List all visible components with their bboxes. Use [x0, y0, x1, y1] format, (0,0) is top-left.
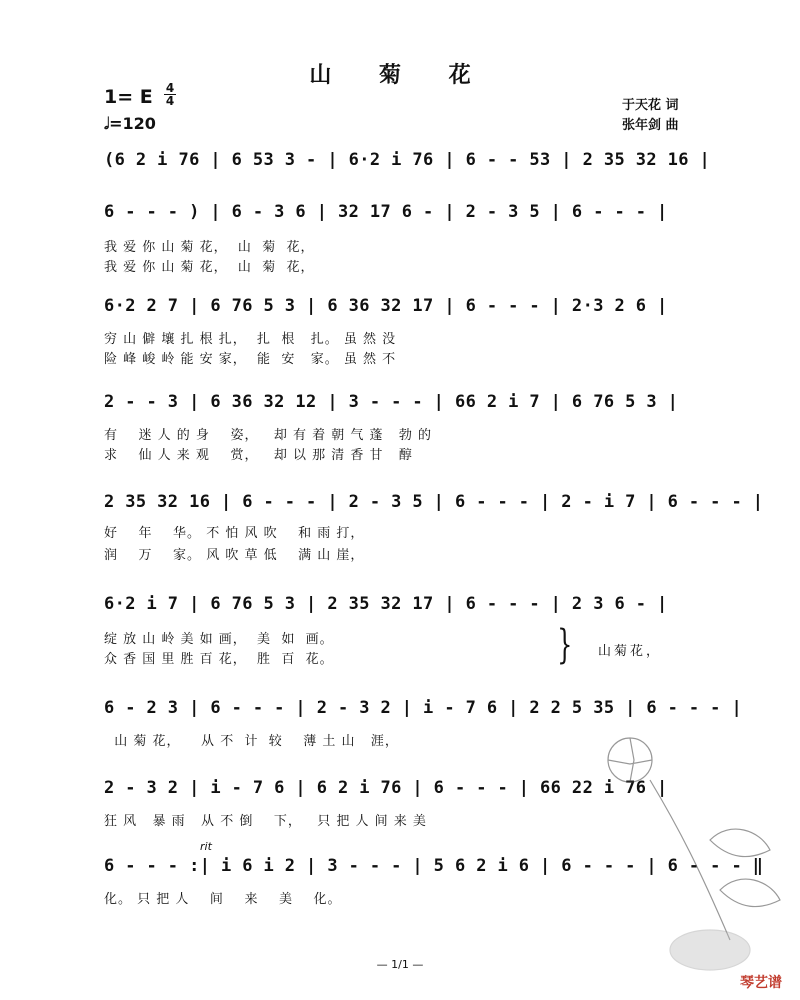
lyric-verse-2: 求 仙 人 来 观 赏， 却 以 那 清 香 甘 醇 — [104, 448, 413, 463]
watermark-logo: 琴艺谱 — [740, 975, 782, 991]
page-number: — 1/1 — — [376, 958, 424, 971]
notation-line: 6·2 2 7 | 6 76 5 3 | 6 36 32 17 | 6 - - - | 2·3 2 6 | — [104, 296, 668, 316]
staff-row-4 — [104, 392, 704, 463]
chrysanthemum-illustration — [590, 720, 790, 980]
tempo-mark: 𝅗𝅥=120 — [104, 114, 156, 133]
lyric-verse-2: 险 峰 峻 岭 能 安 家， 能 安 家。 虽 然 不 — [104, 352, 397, 367]
staff-row-5 — [104, 492, 764, 563]
time-top: 4 — [165, 81, 175, 95]
staff-row-3 — [104, 296, 704, 367]
lyric-verse-2: 我 爱 你 山 菊 花， 山 菊 花， — [104, 260, 315, 275]
notation-line: 2 - 3 2 | i - 7 6 | 6 2 i 76 | 6 - - - | 66 22 i 76 | — [104, 778, 668, 798]
lyric-verse-1: 好 年 华。 不 怕 风 吹 和 雨 打， — [104, 526, 365, 541]
lyric-verse-1: 穷 山 僻 壤 扎 根 扎， 扎 根 扎。 虽 然 没 — [104, 332, 397, 347]
notation-line: 6 - - - ) | 6 - 3 6 | 32 17 6 - | 2 - 3 5 | 6 - - - | — [104, 202, 668, 222]
notation-line: 2 35 32 16 | 6 - - - | 2 - 3 5 | 6 - - - | 2 - i 7 | 6 - - - | — [104, 492, 764, 512]
notation-line: 6 - - - :| i 6 i 2 | 3 - - - | 5 6 2 i 6 | 6 - - - | 6 - - - ‖ — [104, 856, 764, 876]
staff-row-2 — [104, 202, 704, 275]
lyric-verse-2: 润 万 家。 风 吹 草 低 满 山 崖， — [104, 548, 365, 563]
verse-brace: } — [557, 622, 573, 668]
key-signature: 1= E — [104, 86, 153, 108]
notation-line: 6 - 2 3 | 6 - - - | 2 - 3 2 | i - 7 6 | 2 2 5 35 | 6 - - - | — [104, 698, 743, 718]
lyric-line: 山 菊 花， 从 不 计 较 薄 土 山 涯， — [104, 734, 399, 749]
notation-line: (6 2 i 76 | 6 53 3 - | 6·2 i 76 | 6 - - 53 | 2 35 32 16 | — [104, 150, 711, 170]
lyric-line: 化。 只 把 人 间 来 美 化。 — [104, 892, 342, 907]
lyric-verse-1: 我 爱 你 山 菊 花， 山 菊 花， — [104, 240, 315, 255]
lyricist-credit: 于天花 词 — [622, 98, 679, 113]
lyric-verse-1: 有 迷 人 的 身 姿， 却 有 着 朝 气 蓬 勃 的 — [104, 428, 433, 443]
time-bottom: 4 — [165, 94, 175, 108]
notation-line: 2 - - 3 | 6 36 32 12 | 3 - - - | 66 2 i 7 | 6 76 5 3 | — [104, 392, 679, 412]
chorus-label: 山菊花， — [598, 644, 663, 659]
time-signature — [164, 82, 176, 107]
staff-row-1 — [104, 150, 711, 182]
lyric-verse-2: 众 香 国 里 胜 百 花， 胜 百 花。 — [104, 652, 334, 667]
song-title: 山 菊 花 — [309, 62, 491, 88]
ritardando-mark: rit — [200, 840, 212, 853]
lyric-verse-1: 绽 放 山 岭 美 如 画， 美 如 画。 — [104, 632, 334, 647]
lyric-line: 狂 风 暴 雨 从 不 倒 下， 只 把 人 间 来 美 — [104, 814, 427, 829]
composer-credit: 张年剑 曲 — [622, 118, 679, 133]
notation-line: 6·2 i 7 | 6 76 5 3 | 2 35 32 17 | 6 - - - | 2 3 6 - | — [104, 594, 668, 614]
